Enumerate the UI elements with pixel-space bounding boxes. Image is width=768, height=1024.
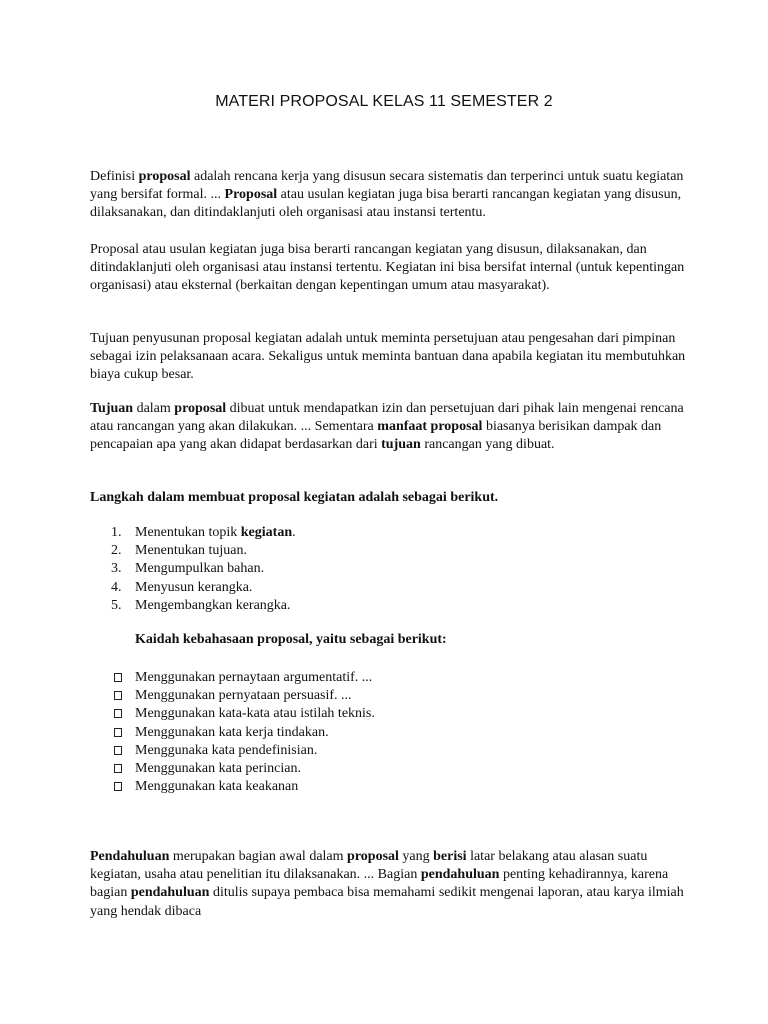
- list-number: 5.: [111, 597, 122, 613]
- bold-term: berisi: [433, 849, 467, 864]
- checkbox-bullet-icon: [114, 709, 122, 718]
- bold-term: Pendahuluan: [90, 849, 170, 864]
- list-item: [90, 669, 375, 687]
- list-text: Menggunakan kata-kata atau istilah teknis.: [135, 706, 375, 722]
- bold-term: tujuan: [381, 437, 421, 453]
- list-text: Menggunakan pernyataan persuasif. ...: [135, 688, 352, 704]
- list-item: [90, 560, 296, 578]
- list-text: Menggunakan kata perincian.: [135, 760, 301, 776]
- list-number: 2.: [111, 543, 122, 559]
- list-text: Menggunaka kata pendefinisian.: [135, 742, 318, 758]
- list-text: Menggunakan pernaytaan argumentatif. ...: [135, 670, 373, 685]
- langkah-heading: Langkah dalam membuat proposal kegiatan adalah sebagai berikut.: [90, 490, 499, 505]
- paragraph-tujuan-penyusunan: Tujuan penyusunan proposal kegiatan adalah untuk meminta persetujuan atau pengesahan dari pimpinan sebagai izin pelaksanaan acara. Sekaligus untuk meminta bantuan dana apabila kegiatan itu membutuhkan biaya cukup besar.: [90, 331, 686, 383]
- text-run: ditulis supaya pembaca bisa memahami sedikit mengenai laporan, atau karya ilmiah yang hendak dibaca: [90, 885, 684, 919]
- bold-term: proposal: [347, 849, 399, 864]
- bold-term: proposal: [174, 401, 227, 416]
- bold-term: pendahuluan: [420, 867, 500, 883]
- bold-term: Proposal: [224, 187, 278, 203]
- text-run: Definisi: [90, 169, 139, 184]
- paragraph-pendahuluan: [90, 848, 690, 921]
- list-item: [90, 597, 296, 615]
- checkbox-bullet-icon: [114, 764, 122, 773]
- text-run: dalam: [133, 401, 175, 416]
- paragraph-usulan: Proposal atau usulan kegiatan juga bisa berarti rancangan kegiatan yang disusun, dilaksanakan, dan ditindaklanjuti oleh organisasi atau instansi tertentu. Kegiatan ini bisa bersifat internal (untuk kepentingan organisasi) atau eksternal (berkaitan dengan kepentingan umum atau masyarakat).: [90, 242, 685, 294]
- text-run: penting kehadirannya, karena bagian: [90, 867, 669, 901]
- paragraph-tujuan: [90, 400, 690, 455]
- bold-term: manfaat proposal: [377, 419, 483, 435]
- checkbox-bullet-icon: [114, 782, 122, 791]
- checkbox-bullet-icon: [114, 746, 122, 755]
- list-text: Mengembangkan kerangka.: [135, 597, 291, 613]
- bold-term: Tujuan: [90, 401, 134, 416]
- text-run: atau usulan kegiatan juga bisa berarti rancangan kegiatan yang disusun, dilaksanakan, dan ditindaklanjuti oleh organisasi atau instansi tertentu.: [90, 187, 682, 221]
- list-text: Menentukan tujuan.: [135, 543, 247, 559]
- list-item: [90, 760, 375, 778]
- list-item: [90, 542, 296, 560]
- list-number: 4.: [111, 579, 122, 595]
- list-text: .: [292, 525, 296, 540]
- list-text: Menggunakan kata keakanan: [135, 779, 299, 795]
- list-item: [90, 687, 375, 705]
- list-item: [90, 778, 375, 796]
- text-run: latar belakang atau alasan suatu kegiatan, usaha atau penelitian itu dilaksanakan. ... Bagian: [90, 849, 648, 883]
- checkbox-bullet-icon: [114, 691, 122, 700]
- page-title: MATERI PROPOSAL KELAS 11 SEMESTER 2: [215, 93, 553, 110]
- text-run: adalah rencana kerja yang disusun secara sistematis dan terperinci untuk suatu kegiatan yang bersifat formal. ...: [90, 169, 684, 203]
- list-number: 1.: [111, 525, 122, 540]
- list-item: [90, 724, 375, 742]
- kaidah-list: [90, 669, 375, 796]
- checkbox-bullet-icon: [114, 728, 122, 737]
- list-item: [90, 705, 375, 723]
- bold-term: proposal: [138, 169, 191, 184]
- list-item: [90, 579, 296, 597]
- list-item: [90, 524, 296, 542]
- bold-term: pendahuluan: [130, 885, 210, 901]
- text-run: biasanya berisikan dampak dan pencapaian apa yang akan didapat berdasarkan dari: [90, 419, 662, 453]
- text-run: dibuat untuk mendapatkan izin dan persetujuan dari pihak lain mengenai rencana atau rancangan yang akan dilakukan. ... Sementara: [90, 401, 684, 435]
- list-text: Mengumpulkan bahan.: [135, 561, 265, 577]
- list-text: Menentukan topik: [135, 525, 241, 540]
- bold-term: kegiatan: [240, 525, 293, 540]
- list-text: Menyusun kerangka.: [135, 579, 253, 595]
- kaidah-heading: Kaidah kebahasaan proposal, yaitu sebagai berikut:: [135, 632, 447, 647]
- text-run: merupakan bagian awal dalam: [169, 849, 348, 864]
- checkbox-bullet-icon: [114, 673, 122, 682]
- text-run: yang: [398, 849, 434, 864]
- text-run: rancangan yang dibuat.: [420, 437, 555, 453]
- steps-list: [90, 524, 296, 615]
- list-item: [90, 742, 375, 760]
- list-number: 3.: [111, 561, 122, 577]
- list-text: Menggunakan kata kerja tindakan.: [135, 724, 329, 740]
- paragraph-definisi: [90, 168, 690, 223]
